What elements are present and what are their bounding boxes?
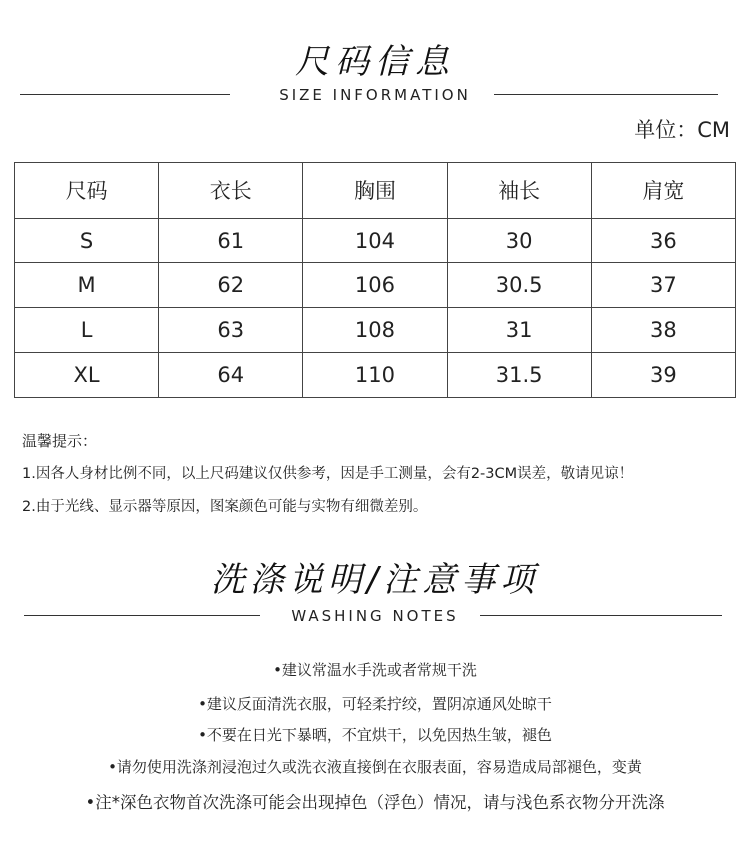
table-cell: 61: [159, 218, 303, 263]
size-table: [14, 162, 736, 398]
size-divider-right: [494, 94, 718, 95]
table-cell: 110: [303, 353, 447, 398]
table-cell: S: [15, 218, 159, 263]
table-cell: 30.5: [447, 263, 591, 308]
tips-heading: 温馨提示：: [22, 432, 98, 450]
table-row: [15, 218, 736, 263]
table-cell: 63: [159, 308, 303, 353]
table-row: [15, 353, 736, 398]
table-cell: 64: [159, 353, 303, 398]
washing-divider-right: [480, 615, 722, 616]
table-cell: 39: [591, 353, 735, 398]
column-header: 肩宽: [591, 163, 735, 219]
column-header: 衣长: [159, 163, 303, 219]
table-cell: 106: [303, 263, 447, 308]
table-row: [15, 263, 736, 308]
table-cell: 62: [159, 263, 303, 308]
tips-block: [22, 428, 633, 527]
unit-label: 单位：CM: [634, 118, 730, 142]
list-item: •建议常温水手洗或者常规干洗: [273, 661, 477, 679]
table-cell: 104: [303, 218, 447, 263]
table-cell: 31: [447, 308, 591, 353]
list-item: •请勿使用洗涤剂浸泡过久或洗衣液直接倒在衣服表面，容易造成局部褪色，变黄: [108, 758, 642, 776]
table-cell: 38: [591, 308, 735, 353]
table-cell: 36: [591, 218, 735, 263]
column-header: 尺码: [15, 163, 159, 219]
washing-section-title: 洗涤说明/注意事项: [210, 560, 540, 600]
table-cell: L: [15, 308, 159, 353]
table-header-row: [15, 163, 736, 219]
column-header: 胸围: [303, 163, 447, 219]
column-header: 袖长: [447, 163, 591, 219]
tip-item: 2.由于光线、显示器等原因，图案颜色可能与实物有细微差别。: [22, 499, 428, 515]
table-cell: XL: [15, 353, 159, 398]
table-cell: 31.5: [447, 353, 591, 398]
size-section-title: 尺码信息: [295, 42, 455, 82]
list-item: •不要在日光下暴晒，不宜烘干，以免因热生皱，褪色: [198, 726, 552, 744]
size-section-subtitle: SIZE INFORMATION: [279, 86, 471, 104]
list-item: •注*深色衣物首次洗涤可能会出现掉色（浮色）情况，请与浅色系衣物分开洗涤: [85, 793, 665, 812]
table-cell: 37: [591, 263, 735, 308]
table-cell: 108: [303, 308, 447, 353]
washing-section-subtitle: WASHING NOTES: [291, 607, 459, 625]
list-item: •建议反面清洗衣服，可轻柔拧绞，置阴凉通风处晾干: [198, 695, 552, 713]
table-cell: 30: [447, 218, 591, 263]
tip-item: 1.因各人身材比例不同，以上尺码建议仅供参考，因是手工测量，会有2-3CM误差，敬请见谅！: [22, 466, 634, 482]
table-cell: M: [15, 263, 159, 308]
table-row: [15, 308, 736, 353]
